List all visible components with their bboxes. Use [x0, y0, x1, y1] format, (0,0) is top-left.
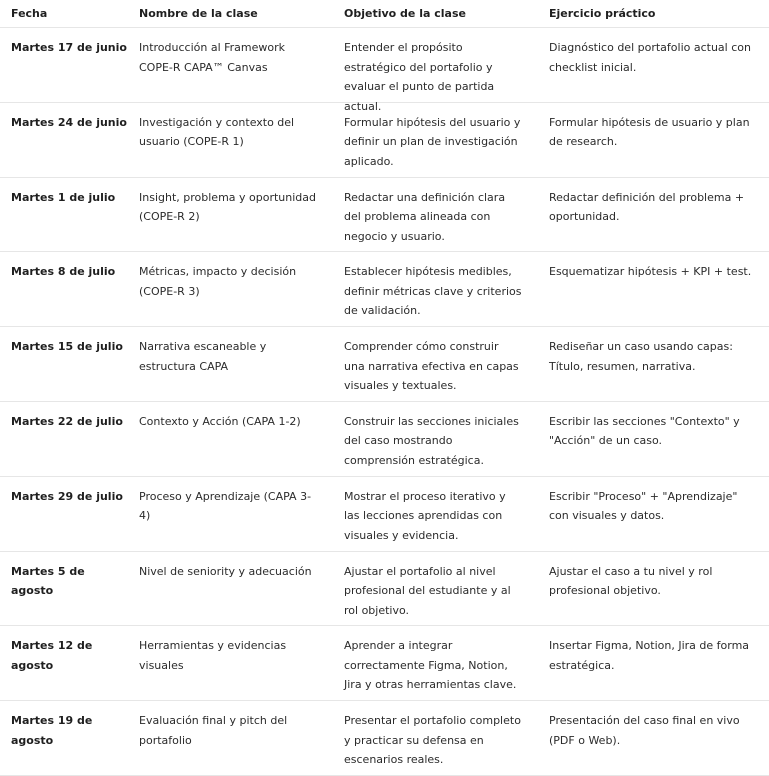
table-row [0, 327, 769, 402]
cell-ejercicio: Escribir "Proceso" + "Aprendizaje" con visuales y datos. [549, 489, 738, 523]
header-objetivo: Objetivo de la clase [344, 6, 466, 20]
cell-fecha: Martes 5 de agosto [11, 564, 85, 598]
table-row [0, 477, 769, 552]
cell-objetivo: Redactar una definición clara del problema alineada con negocio y usuario. [344, 190, 506, 243]
cell-ejercicio: Redactar definición del problema + oportunidad. [549, 190, 745, 224]
cell-objetivo: Presentar el portafolio completo y practicar su defensa en escenarios reales. [344, 714, 521, 767]
cell-nombre: Herramientas y evidencias visuales [139, 639, 287, 672]
cell-ejercicio: Esquematizar hipótesis + KPI + test. [549, 265, 752, 279]
table-row [0, 626, 769, 701]
cell-objetivo: Construir las secciones iniciales del caso mostrando comprensión estratégica. [344, 414, 519, 467]
cell-objetivo: Ajustar el portafolio al nivel profesional del estudiante y al rol objetivo. [344, 564, 511, 617]
table-row [0, 103, 769, 178]
cell-fecha: Martes 15 de julio [11, 340, 123, 354]
cell-objetivo: Formular hipótesis del usuario y definir un plan de investigación aplicado. [344, 115, 521, 168]
cell-ejercicio: Presentación del caso final en vivo (PDF o Web). [549, 714, 740, 747]
cell-fecha: Martes 19 de agosto [11, 714, 93, 747]
cell-objetivo: Mostrar el proceso iterativo y las lecciones aprendidas con visuales y evidencia. [344, 489, 506, 542]
table-header [0, 0, 769, 28]
cell-objetivo: Establecer hipótesis medibles, definir métricas clave y criterios de validación. [344, 265, 522, 318]
cell-fecha: Martes 24 de junio [11, 115, 127, 129]
table-row [0, 28, 769, 113]
table-row [0, 552, 769, 627]
cell-ejercicio: Formular hipótesis de usuario y plan de research. [549, 115, 750, 149]
cell-nombre: Introducción al Framework COPE-R CAPA™ Canvas [139, 41, 286, 74]
cell-nombre: Nivel de seniority y adecuación [139, 564, 312, 578]
cell-fecha: Martes 12 de agosto [11, 639, 93, 672]
cell-ejercicio: Insertar Figma, Notion, Jira de forma estratégica. [549, 639, 750, 672]
cell-nombre: Contexto y Acción (CAPA 1-2) [139, 414, 301, 428]
cell-nombre: Evaluación final y pitch del portafolio [139, 714, 288, 747]
cell-fecha: Martes 17 de junio [11, 41, 127, 54]
table-body [0, 28, 769, 776]
cell-ejercicio: Escribir las secciones "Contexto" y "Acción" de un caso. [549, 414, 740, 448]
table-row [0, 402, 769, 477]
cell-fecha: Martes 1 de julio [11, 190, 116, 204]
table-row [0, 178, 769, 253]
cell-fecha: Martes 29 de julio [11, 489, 123, 503]
cell-nombre: Narrativa escaneable y estructura CAPA [139, 340, 267, 373]
header-ejercicio: Ejercicio práctico [549, 6, 656, 20]
header-nombre: Nombre de la clase [139, 6, 258, 20]
cell-objetivo: Aprender a integrar correctamente Figma, Notion, Jira y otras herramientas clave. [344, 639, 517, 692]
cell-objetivo: Comprender cómo construir una narrativa efectiva en capas visuales y textuales. [344, 340, 519, 393]
cell-nombre: Insight, problema y oportunidad (COPE-R 2) [139, 190, 317, 224]
table-row [0, 252, 769, 327]
cell-ejercicio: Diagnóstico del portafolio actual con checklist inicial. [549, 41, 751, 74]
cell-nombre: Investigación y contexto del usuario (COPE-R 1) [139, 115, 295, 149]
cell-nombre: Proceso y Aprendizaje (CAPA 3-4) [139, 489, 312, 523]
header-fecha: Fecha [11, 6, 48, 20]
cell-nombre: Métricas, impacto y decisión (COPE-R 3) [139, 265, 297, 298]
cell-objetivo: Entender el propósito estratégico del portafolio y evaluar el punto de partida actual. [344, 41, 495, 113]
cell-ejercicio: Ajustar el caso a tu nivel y rol profesional objetivo. [549, 564, 713, 598]
cell-fecha: Martes 8 de julio [11, 265, 116, 279]
table-row [0, 701, 769, 776]
cell-ejercicio: Rediseñar un caso usando capas: Título, resumen, narrativa. [549, 340, 733, 373]
cell-fecha: Martes 22 de julio [11, 414, 123, 428]
